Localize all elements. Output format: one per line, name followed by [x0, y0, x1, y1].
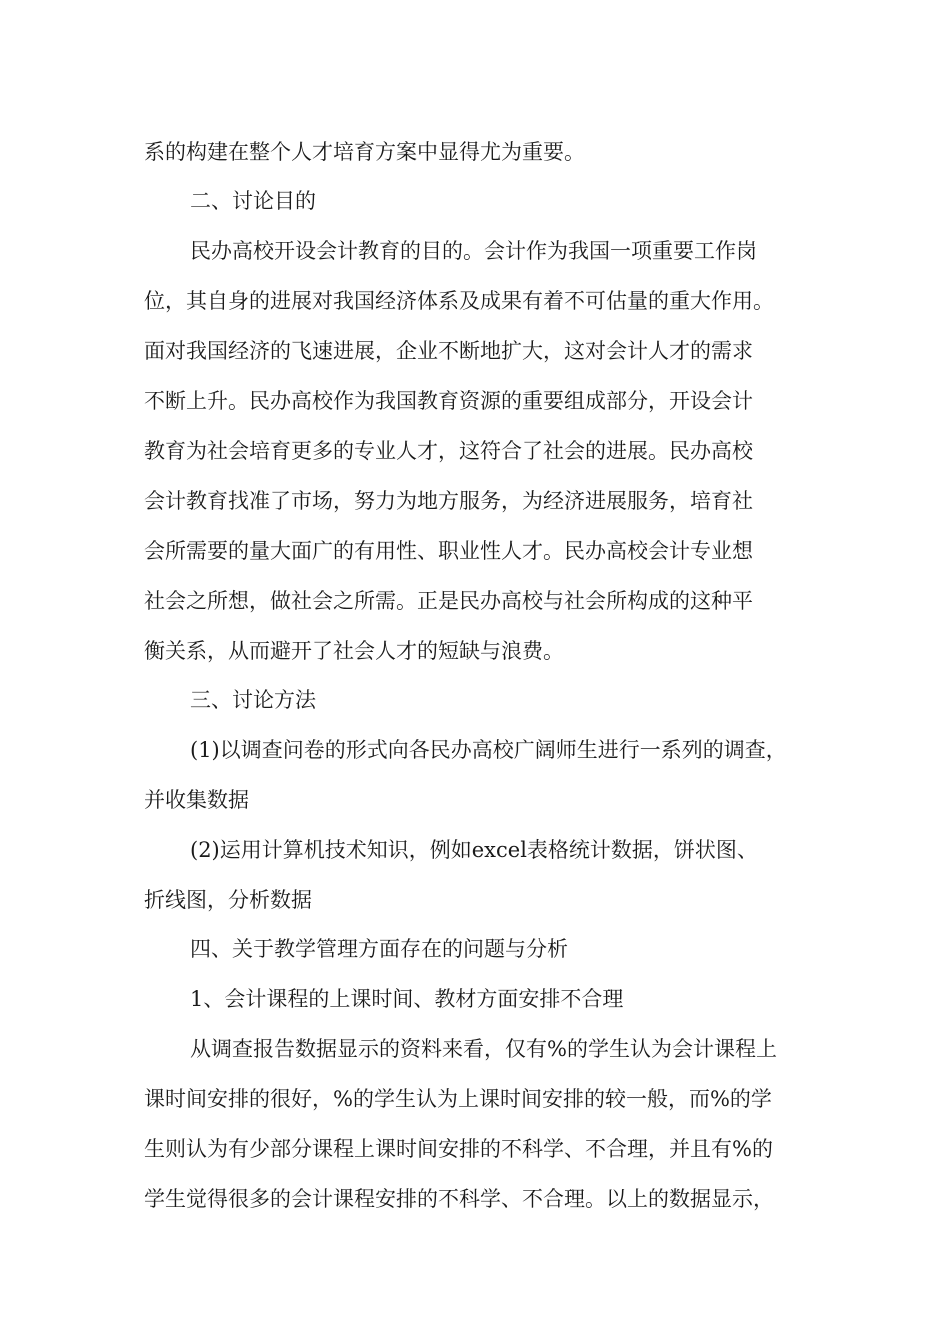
section-heading: 二、讨论目的 — [190, 189, 316, 213]
text-line: 课时间安排的很好，%的学生认为上课时间安排的较一般，而%的学 — [144, 1087, 772, 1111]
text-line: 折线图，分析数据 — [144, 888, 312, 912]
text-line: 面对我国经济的飞速进展，企业不断地扩大，这对会计人才的需求 — [144, 339, 753, 363]
text-line: 不断上升。民办高校作为我国教育资源的重要组成部分，开设会计 — [144, 389, 753, 413]
text-line: 会所需要的量大面广的有用性、职业性人才。民办高校会计专业想 — [144, 539, 753, 563]
section-heading: 三、讨论方法 — [190, 688, 316, 712]
text-line: 衡关系，从而避开了社会人才的短缺与浪费。 — [144, 639, 564, 663]
text-line: 社会之所想，做社会之所需。正是民办高校与社会所构成的这种平 — [144, 589, 753, 613]
text-line: 民办高校开设会计教育的目的。会计作为我国一项重要工作岗 — [190, 239, 757, 263]
text-line: 学生觉得很多的会计课程安排的不科学、不合理。以上的数据显示， — [144, 1187, 774, 1211]
text-line: (1)以调查问卷的形式向各民办高校广阔师生进行一系列的调查， — [190, 738, 787, 762]
text-line: 从调查报告数据显示的资料来看，仅有%的学生认为会计课程上 — [190, 1037, 777, 1061]
text-line: 位，其自身的进展对我国经济体系及成果有着不可估量的重大作用。 — [144, 289, 774, 313]
subsection-heading: 1、会计课程的上课时间、教材方面安排不合理 — [190, 987, 624, 1011]
text-line: (2)运用计算机技术知识，例如excel表格统计数据，饼状图、 — [190, 838, 758, 862]
text-line: 并收集数据 — [144, 788, 249, 812]
text-line: 系的构建在整个人才培育方案中显得尤为重要。 — [144, 140, 585, 164]
text-line: 教育为社会培育更多的专业人才，这符合了社会的进展。民办高校 — [144, 439, 753, 463]
section-heading: 四、关于教学管理方面存在的问题与分析 — [190, 937, 568, 961]
text-line: 生则认为有少部分课程上课时间安排的不科学、不合理，并且有%的 — [144, 1137, 773, 1161]
text-line: 会计教育找准了市场，努力为地方服务，为经济进展服务，培育社 — [144, 489, 753, 513]
